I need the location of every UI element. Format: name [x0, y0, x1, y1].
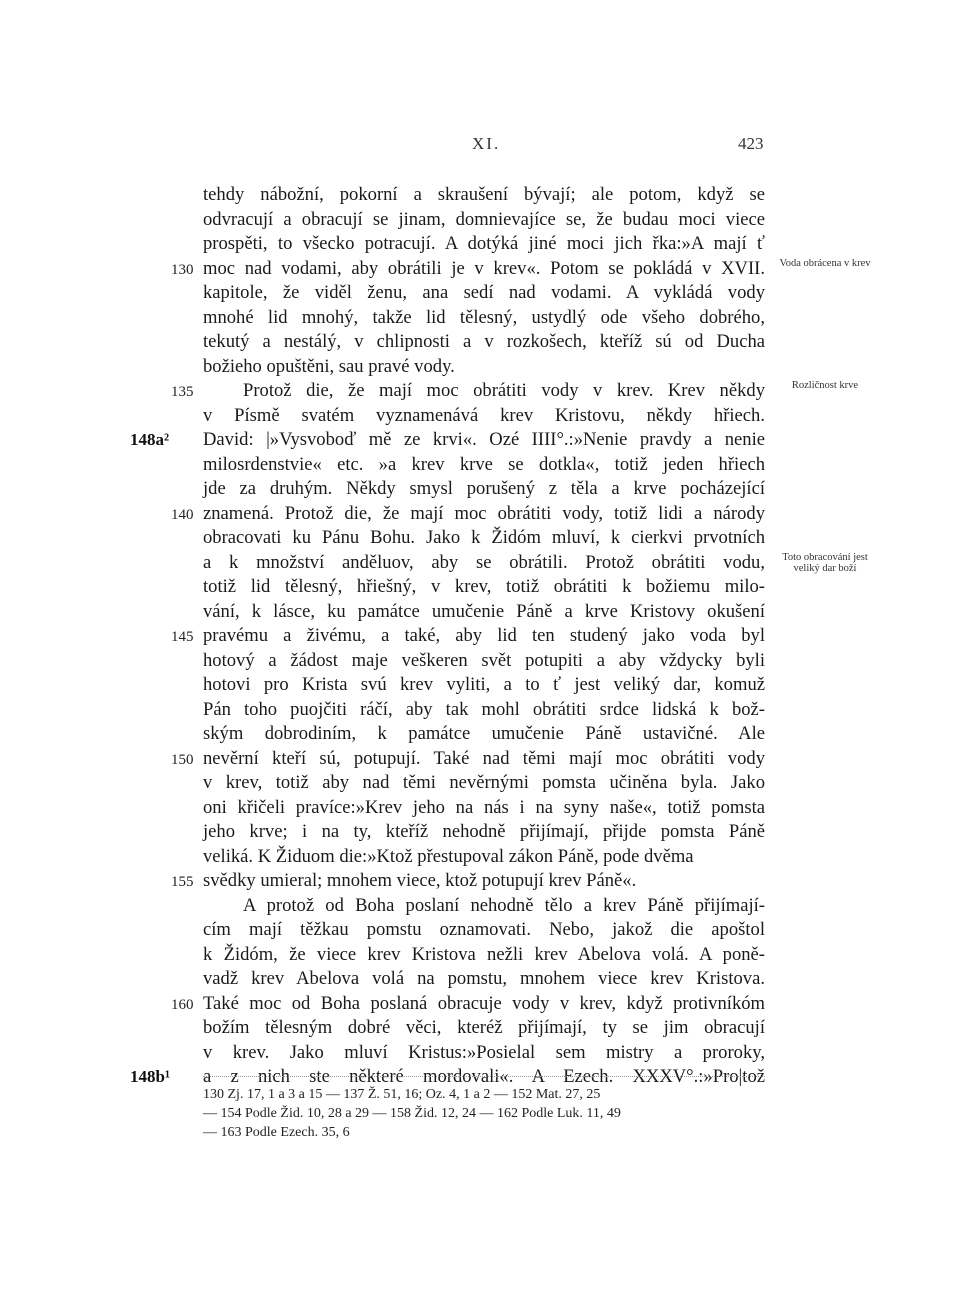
text-line: odvracují a obracují se jinam, domnievajíce se, že budau moci viece — [203, 208, 765, 230]
text-line: a z nich ste některé mordovali«. A Ezech. XXXV°.:»Pro|tož — [203, 1066, 765, 1087]
text-line: v krev, totiž aby nad těmi nevěrnými pomsta učiněna byla. Jako — [203, 772, 765, 793]
footnote-line: — 163 Podle Ezech. 35, 6 — [203, 1125, 350, 1140]
text-line: k Židóm, že viece krev Kristova nežli krev Abelova volá. A poně- — [203, 943, 765, 965]
text-line: božím tělesným dobré věci, kteréž přijímají, ty se jim obracují — [203, 1017, 765, 1038]
line-number: 150 — [171, 751, 194, 768]
text-line: prospěti, to všecko potracují. A dotýká jiné moci jich řka:»A mají ť — [203, 233, 765, 254]
text-line: oni křičeli pravíce:»Krev jeho na nás i na syny naše«, totiž pomsta — [203, 796, 765, 818]
main-text — [203, 183, 765, 1090]
text-line: a k množství anděluov, aby se obrátili. Protož obrátiti vodu, — [203, 551, 765, 573]
text-line: znamená. Protož die, že mají moc obrátiti vody, totiž lidi a národy — [203, 502, 765, 524]
text-line: hotovi pro Krista svú krev vyliti, a to ť jest veliký dar, komuž — [203, 674, 765, 695]
text-line: totiž lid tělesný, hřiešný, v krev, totiž obrátiti k božiemu milo- — [203, 576, 765, 597]
text-line: ským dobrodiním, k památce umučenie Páně ustavičné. Ale — [203, 723, 765, 744]
text-line: božieho opuštěni, sau pravé vody. — [203, 355, 455, 377]
text-line: A protož od Boha poslaní nehodně tělo a krev Páně přijímají- — [243, 894, 765, 916]
text-line: milosrdenstvie« etc. »a krev krve se dotkla«, totiž jeden hřiech — [203, 453, 765, 475]
text-line: vání, k lásce, ku památce umučenie Páně a krve Kristovy okušení — [203, 600, 765, 622]
text-line: moc nad vodami, aby obrátili je v krev«. Potom se pokládá v XVII. — [203, 257, 765, 279]
page-number: 423 — [738, 134, 764, 153]
text-line: tekutý a nestálý, v chlipnosti a v rozkošech, kteříž sú od Ducha — [203, 331, 765, 352]
line-number: 130 — [171, 261, 194, 278]
text-line: kapitole, že viděl ženu, ana sedí nad vodami. A vykládá vody — [203, 282, 765, 303]
text-line: Také moc od Boha poslaná obracuje vody v krev, když protivníkóm — [203, 992, 765, 1014]
line-number: 160 — [171, 996, 194, 1013]
margin-note: Rozličnost krve — [791, 380, 859, 391]
folio-mark: 148a² — [130, 430, 170, 449]
line-number: 155 — [171, 874, 194, 890]
line-number: 135 — [171, 384, 194, 400]
text-line: Pán toho puojčiti ráčí, aby tak mohl obrátiti srdce lidská k bož- — [203, 698, 765, 720]
footnote-divider — [203, 1076, 765, 1077]
line-number: 140 — [171, 506, 194, 523]
text-line: jeho krve; i na ty, kteříž nehodně přijímají, přijde pomsta Páně — [203, 821, 765, 842]
margin-note: Voda obrácena v krev — [779, 257, 871, 269]
text-line: vadž krev Abelova volá na pomstu, mnohem viece krev Kristova. — [203, 968, 765, 989]
footnotes — [203, 1085, 765, 1142]
text-line: hotový a žádost maje veškeren svět potupiti a aby vždycky byli — [203, 649, 765, 671]
margin-note: Toto obracování jest veliký dar boží — [782, 551, 868, 574]
chapter-number: XI. — [472, 134, 501, 153]
line-number: 145 — [171, 629, 194, 645]
text-line: svědky umieral; mnohem viece, ktož potupují krev Páně«. — [203, 870, 637, 891]
text-line: David: |»Vysvoboď mě ze krvi«. Ozé IIII°.:»Nenie pravdy a nenie — [203, 429, 765, 450]
text-line: pravému a živému, a také, aby lid ten studený jako voda byl — [203, 625, 765, 646]
text-line: v krev. Jako mluví Kristus:»Posielal sem mistry a proroky, — [203, 1041, 765, 1063]
text-line: cím mají těžkau pomstu oznamovati. Nebo, jakož die apoštol — [203, 919, 765, 940]
footnote-line: — 154 Podle Žid. 10, 28 a 29 — 158 Žid. 12, 24 — 162 Podle Luk. 11, 49 — [203, 1106, 621, 1121]
text-line: veliká. K Židuom die:»Ktož přestupoval zákon Páně, pode dvěma — [203, 845, 694, 867]
text-line: nevěrní kteří sú, potupují. Také nad těmi mají moc obrátiti vody — [203, 747, 765, 769]
text-line: jde za druhým. Někdy smysl porušený z těla a krve pocházející — [203, 478, 765, 499]
text-line: v Písmě svatém vyznamenává krev Kristovu, někdy hřiech. — [203, 404, 765, 426]
text-line: Protož die, že mají moc obrátiti vody v krev. Krev někdy — [243, 380, 765, 401]
text-line: obracovati ku Pánu Bohu. Jako k Židóm mluví, k cierkvi prvotních — [203, 527, 765, 548]
footnote-line: 130 Zj. 17, 1 a 3 a 15 — 137 Ž. 51, 16; Oz. 4, 1 a 2 — 152 Mat. 27, 25 — [203, 1087, 601, 1102]
text-line: tehdy nábožní, pokorní a skraušení bývají; ale potom, když se — [203, 184, 765, 205]
text-line: mnohé lid mnohý, takže lid tělesný, ustydlý ode všeho dobrého, — [203, 306, 765, 328]
folio-mark: 148b¹ — [130, 1067, 171, 1086]
